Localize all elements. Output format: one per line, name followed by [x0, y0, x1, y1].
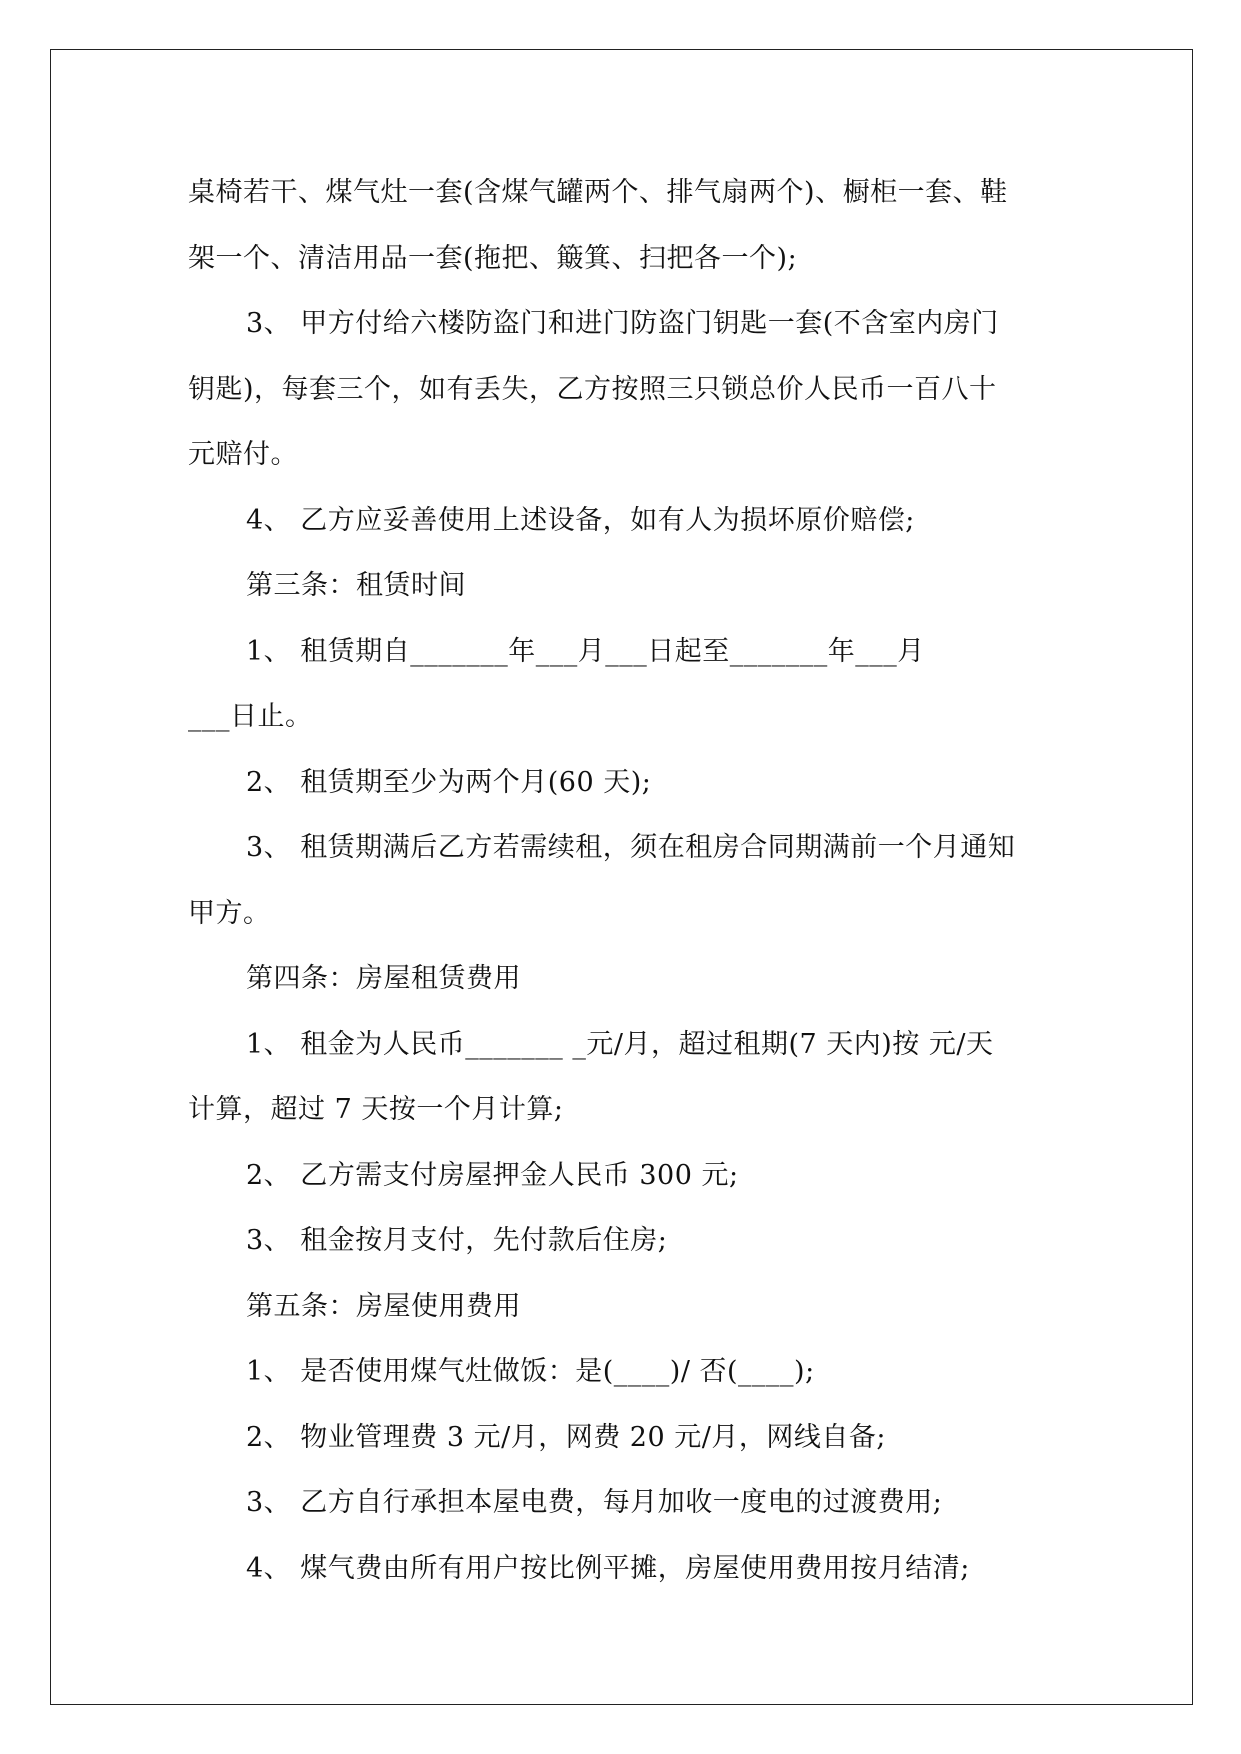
clause-item: 1、 是否使用煤气灶做饭：是(____)/ 否(____);: [246, 1356, 815, 1387]
section-heading: 第五条：房屋使用费用: [246, 1290, 521, 1322]
clause-item: 2、 租赁期至少为两个月(60 天);: [246, 766, 652, 798]
clause-item: 2、 物业管理费 3 元/月，网费 20 元/月，网线自备;: [246, 1421, 886, 1453]
clause-item: 1、 租金为人民币_______ _元/月，超过租期(7 天内)按 元/天: [246, 1028, 994, 1060]
text-line: ___日止。: [188, 701, 313, 732]
clause-item: 1、 租赁期自_______年___月___日起至_______年___月: [246, 635, 925, 667]
clause-item: 4、 煤气费由所有用户按比例平摊，房屋使用费用按月结清;: [246, 1552, 970, 1584]
clause-item: 3、 甲方付给六楼防盗门和进门防盗门钥匙一套(不含室内房门: [246, 308, 999, 339]
text-line: 甲方。: [188, 897, 271, 929]
text-line: 架一个、清洁用品一套(拖把、簸箕、扫把各一个);: [188, 242, 798, 274]
clause-item: 2、 乙方需支付房屋押金人民币 300 元;: [246, 1159, 739, 1191]
text-line: 元赔付。: [188, 439, 298, 470]
text-line: 桌椅若干、煤气灶一套(含煤气罐两个、排气扇两个)、橱柜一套、鞋: [188, 177, 1008, 208]
document-body: [188, 160, 1056, 1601]
clause-item: 3、 租金按月支付，先付款后住房;: [246, 1225, 668, 1256]
section-heading: 第三条：租赁时间: [246, 570, 466, 601]
section-heading: 第四条：房屋租赁费用: [246, 963, 521, 994]
clause-item: 4、 乙方应妥善使用上述设备，如有人为损坏原价赔偿;: [246, 504, 915, 536]
clause-item: 3、 乙方自行承担本屋电费，每月加收一度电的过渡费用;: [246, 1487, 943, 1518]
clause-item: 3、 租赁期满后乙方若需续租，须在租房合同期满前一个月通知: [246, 832, 1016, 863]
text-line: 计算，超过 7 天按一个月计算;: [188, 1094, 564, 1125]
text-line: 钥匙)，每套三个，如有丢失，乙方按照三只锁总价人民币一百八十: [188, 373, 997, 405]
